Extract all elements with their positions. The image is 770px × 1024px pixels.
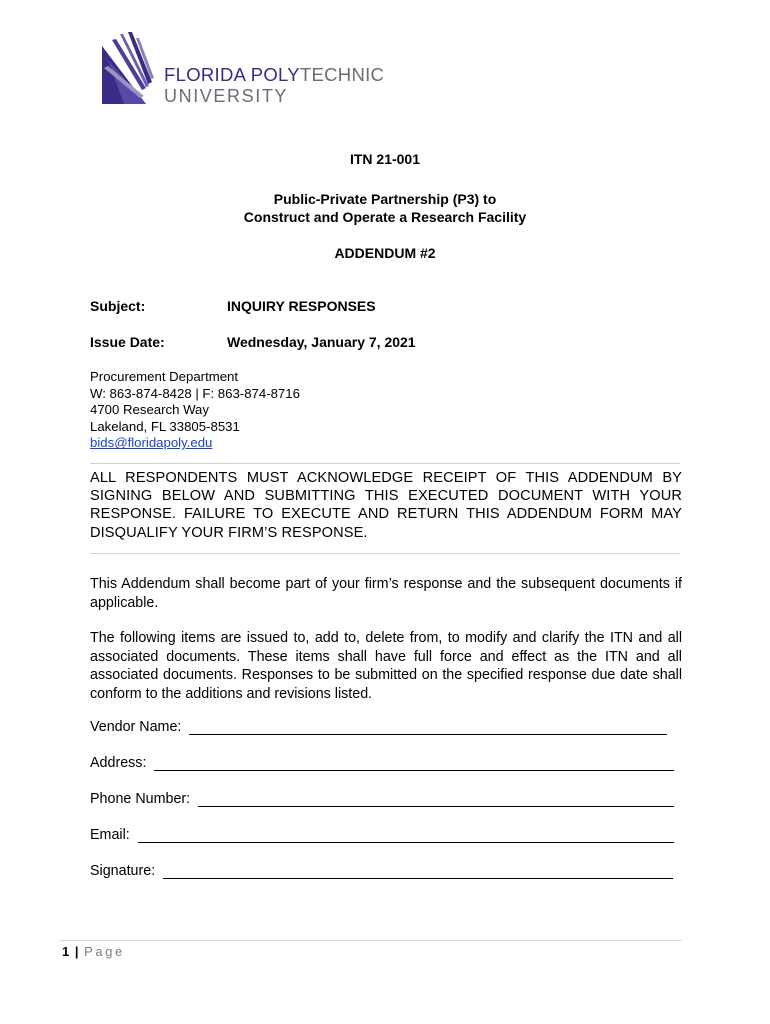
phone-fax: W: 863-874-8428 | F: 863-874-8716: [90, 385, 300, 401]
issue-date-label: Issue Date:: [90, 334, 165, 350]
vendor-name-label: Vendor Name:: [90, 719, 186, 735]
contact-block: [90, 369, 300, 452]
department-name: Procurement Department: [90, 369, 239, 384]
email-link[interactable]: bids@floridapoly.edu: [90, 435, 213, 451]
university-logo: [102, 32, 385, 106]
divider-bottom: [90, 553, 680, 554]
acknowledgement-notice: ALL RESPONDENTS MUST ACKNOWLEDGE RECEIPT OF THIS ADDENDUM BY SIGNING BELOW AND SUBMITTING THIS EXECUTED DOCUMENT WITH YOUR RESPONSE. FAILURE TO EXECUTE AND RETURN THIS ADDENDUM FORM MAY DISQUALIFY YOUR FIRM’S RESPONSE.: [90, 470, 682, 541]
phone-number-field[interactable]: [90, 791, 680, 807]
divider-top: [90, 463, 680, 464]
email-field[interactable]: [90, 827, 680, 843]
items-paragraph: The following items are issued to, add to, delete from, to modify and clarify the ITN and all associated documents. These items shall have full force and effect as the ITN and all associated documents. Responses to be submitted on the specified response due date shall conform to the additions and revisions listed.: [90, 630, 682, 702]
phone-number-label: Phone Number:: [90, 791, 195, 807]
subject-value: INQUIRY RESPONSES: [227, 298, 376, 314]
vendor-name-field[interactable]: [90, 719, 680, 735]
itn-number: ITN 21-001: [349, 151, 421, 167]
signature-field[interactable]: [90, 863, 680, 879]
title-line-2: Construct and Operate a Research Facility: [243, 209, 527, 225]
logo-wordmark-line1: FLORIDA POLYTECHNIC: [164, 64, 385, 85]
page-footer: [62, 944, 125, 959]
address-line[interactable]: [154, 756, 674, 771]
subject-label: Subject:: [90, 298, 146, 314]
email-line[interactable]: [138, 828, 674, 843]
city-state-zip: Lakeland, FL 33805-8531: [90, 418, 240, 434]
address-label: Address:: [90, 755, 151, 771]
signature-label: Signature:: [90, 863, 160, 879]
addendum-title: ADDENDUM #2: [334, 245, 436, 261]
addendum-paragraph: This Addendum shall become part of your firm’s response and the subsequent documents if applicable.: [90, 576, 682, 611]
page-number: 1: [62, 944, 71, 959]
logo-mark-icon: [102, 32, 164, 106]
page-word: Page: [84, 944, 125, 959]
email-label: Email:: [90, 827, 134, 843]
phone-number-line[interactable]: [198, 792, 674, 807]
title-line-1: Public-Private Partnership (P3) to: [273, 191, 497, 207]
logo-wordmark-line2: UNIVERSITY: [164, 86, 289, 106]
signature-line[interactable]: [163, 864, 673, 879]
issue-date-value: Wednesday, January 7, 2021: [227, 334, 416, 350]
address-field[interactable]: [90, 755, 680, 771]
street-address: 4700 Research Way: [90, 402, 209, 418]
page-separator: |: [74, 944, 80, 959]
vendor-name-line[interactable]: [189, 720, 667, 735]
footer-rule: [60, 940, 682, 941]
